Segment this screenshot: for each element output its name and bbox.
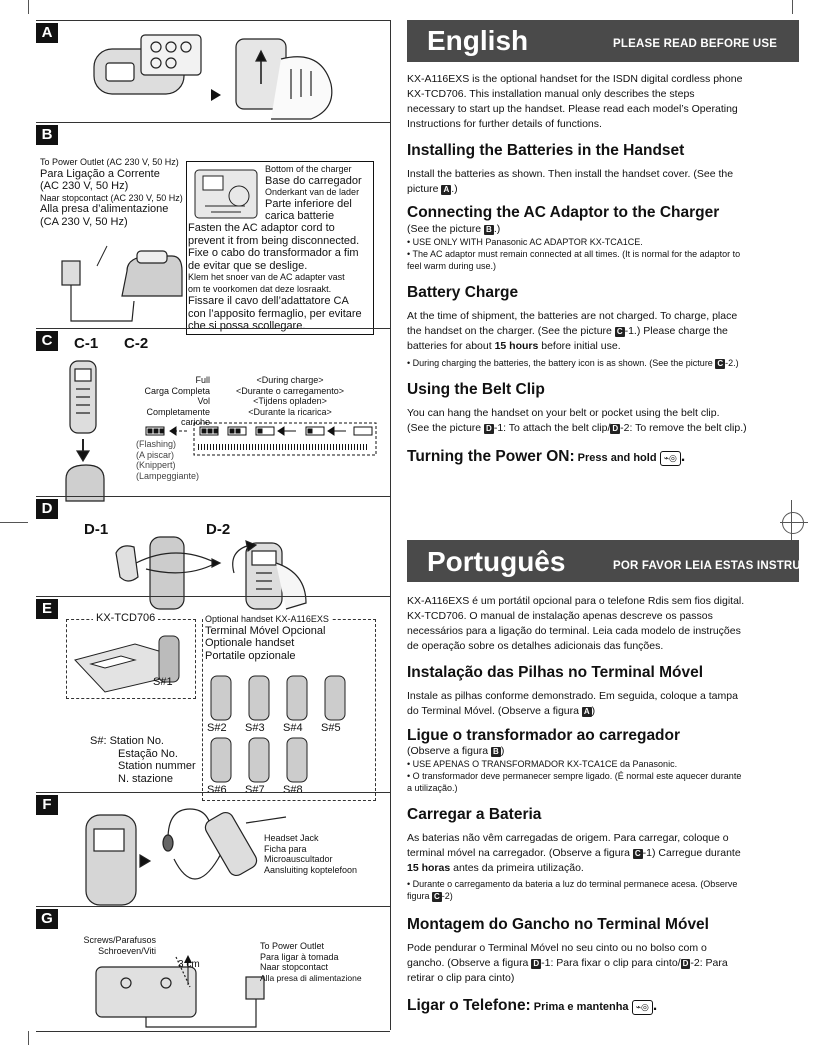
outlet-label: To Power Outlet Para ligar à tomada Naar stopcontact Alla presa di alimentazione [260,941,362,983]
portugues-banner-text: POR FAVOR LEIA ESTAS INSTRUÇÕES [613,560,834,572]
heading-belt-clip: Using the Belt Clip [407,381,545,398]
heading-power-on: Turning the Power ON: Press and hold ⌁◎ . [407,448,686,465]
heading-pilhas: Instalação das Pilhas no Terminal Móvel [407,664,704,681]
crop-mark [28,0,29,14]
power-key-icon: ⌁◎ [632,1000,653,1015]
station-number-label: S#: Station No. Estação No. Station nummer N. stazione [90,735,196,785]
para-adaptor: (See the picture B .) [407,223,501,235]
section-label: E [36,599,58,619]
bullet-bateria: • Durante o carregamento da bateria a luz do terminal permanece acesa. (Observe figura C -2) [407,879,738,901]
crop-mark [0,522,28,523]
para-transformador: (Observe a figura B ) [407,745,505,757]
figure-column [36,20,390,1030]
para-charge: At the time of shipment, the batteries are not charged. To charge, place the handset on the charger. (See the picture C -1.) Please charge the batteries for about 15 hours before initial use. [407,310,738,352]
english-intro: KX-A116EXS is the optional handset for the ISDN digital cordless phone KX-TCD706. This installation manual only describes the steps necessary to start up the handset. Please read each model’s Operating Instructions for further details of functions. [407,73,743,130]
power-outlet-label: To Power Outlet (AC 230 V, 50 Hz) Para Ligação a Corrente (AC 230 V, 50 Hz) Naar stopcontact (AC 230 V, 50 Hz) Alla presa d’alimentazione (CA 230 V, 50 Hz) [40,157,183,228]
power-key-icon: ⌁◎ [660,451,681,466]
para-belt-clip-1: You can hang the handset on your belt or pocket using the belt clip. [407,407,720,419]
heading-gancho: Montagem do Gancho no Terminal Móvel [407,916,709,933]
charger-connection-illustration [42,231,188,329]
charger-bottom-illustration [191,166,261,222]
portugues-banner [407,540,834,582]
headset-jack-label: Headset Jack Ficha para Microauscultador Aansluiting koptelefoon [264,833,358,875]
full-label: Full Carga Completa Vol Completamente cariche [144,375,210,427]
c2-label: C-2 [124,335,149,352]
fasten-text: Fasten the AC adaptor cord to prevent it from being disconnected. Fixe o cabo do transformador a fim de evitar que se deslige. Klem het snoer van de AC adapter vast om te voorkomen dat deze losraakt. Fissare il cavo dell’adattatore CA con l’apposito fermaglio, per evitare che si possa scollegare. [188,222,362,332]
portugues-title: Português [427,546,566,577]
distance-label: 3 cm [178,959,200,970]
para-pilhas: Instale as pilhas conforme demonstrado. Em seguida, coloque a tampa do Terminal Móvel. (Observe a figura A ) [407,690,738,717]
para-belt-clip-2: (See the picture D -1: To attach the belt clip/ D -2: To remove the belt clip.) [407,422,747,434]
section-b [36,122,390,336]
section-label: F [36,795,58,815]
section-c [36,328,390,511]
para-gancho: Pode pendurar o Terminal Móvel no seu cinto ou no bolso com o gancho. (Observe a figura D -1: Para fixar o clip para cinto/ D -2: Para retirar o clip para cinto) [407,942,728,984]
bullet-transformador-1: • USE APENAS O TRANSFORMADOR KX-TCA1CE da Panasonic. [407,759,678,769]
section-label: D [36,499,58,519]
base-model: KX-TCD706 [93,612,158,624]
bullet-adaptor-2: • The AC adaptor must remain connected at all times. (It is normal for the adaptor to feel warm during use.) [407,249,741,271]
portugues-intro: KX-A116EXS é um portátil opcional para o telefone Rdis sem fios digital. KX-TCD706. O manual de instalação apenas descreve os passos necessários para a ligação do terminal. Leia cada modelo de instruções de operação sobre os detalhes adicionais das funções. [407,595,745,652]
screws-label: Screws/Parafusos Schroeven/Viti [83,935,156,956]
handset-on-charger-illustration [56,357,116,507]
station-1-label: S#1 [153,676,173,688]
section-label: A [36,23,58,43]
bullet-adaptor-1: • USE ONLY WITH Panasonic AC ADAPTOR KX-TCA1CE. [407,237,643,247]
wall-mount-illustration [76,947,266,1029]
section-a [36,20,390,123]
bullet-charge: • During charging the batteries, the battery icon is as shown. (See the picture C -2.) [407,358,739,368]
optional-handset-label: Optional handset KX-A116EXS Terminal Móvel Opcional Optionale handset Portatile opzionale [205,614,329,662]
d1-label: D-1 [84,521,109,538]
heading-adaptor: Connecting the AC Adaptor to the Charger [407,204,720,221]
heading-batteries: Installing the Batteries in the Handset [407,142,685,159]
base-unit-box [66,612,196,699]
fasten-box [186,161,374,335]
optional-handsets-illustration [205,672,373,796]
battery-install-illustration [86,29,376,121]
english-title: English [427,25,529,56]
c1-label: C-1 [74,335,99,352]
optional-handset-box: Optional handset KX-A116EXS Terminal Móvel Opcional Optionale handset Portatile opzionale S#2 S#3 S#4 S#5 S#6 S#7 S#8 [202,619,376,801]
during-charge-label: <During charge> <Durante o carregamento> <Tijdens opladen> <Durante la ricarica> [235,375,345,417]
para-batteries: Install the batteries as shown. Then install the handset cover. (See the picture A .) [407,168,734,195]
registration-mark [782,512,804,534]
english-banner [407,20,799,62]
heading-charge: Battery Charge [407,284,519,301]
d2-label: D-2 [206,521,231,538]
section-e [36,596,390,807]
section-label: G [36,909,58,929]
para-bateria: As baterias não vêm carregadas de origem. Para carregar, coloque o terminal móvel na carregador. (Observe a figura C -1) Carregue durante 15 horas antes da primeira utilização. [407,832,741,874]
crop-mark [28,1031,29,1045]
column-divider [390,20,391,1030]
charger-bottom-label: Bottom of the charger Base do carregador Onderkant van de lader Parte inferiore del carica batterie [265,164,362,222]
bullet-transformador-2: • O transformador deve permanecer sempre ligado. (É normal este aquecer durante a utilização.) [407,771,742,793]
heading-ligar: Ligar o Telefone: Prima e mantenha ⌁◎ . [407,997,658,1014]
section-f [36,792,390,907]
english-banner-text: PLEASE READ BEFORE USE [613,38,778,50]
heading-transformador: Ligue o transformador ao carregador [407,727,681,744]
heading-bateria: Carregar a Bateria [407,806,542,823]
crop-mark [792,0,793,14]
base-unit-illustration [71,630,191,692]
section-label: C [36,331,58,351]
flashing-label: (Flashing) (A piscar) (Knippert) (Lampeggiante) [136,439,200,481]
section-label: B [36,125,58,145]
section-g [36,906,390,1032]
